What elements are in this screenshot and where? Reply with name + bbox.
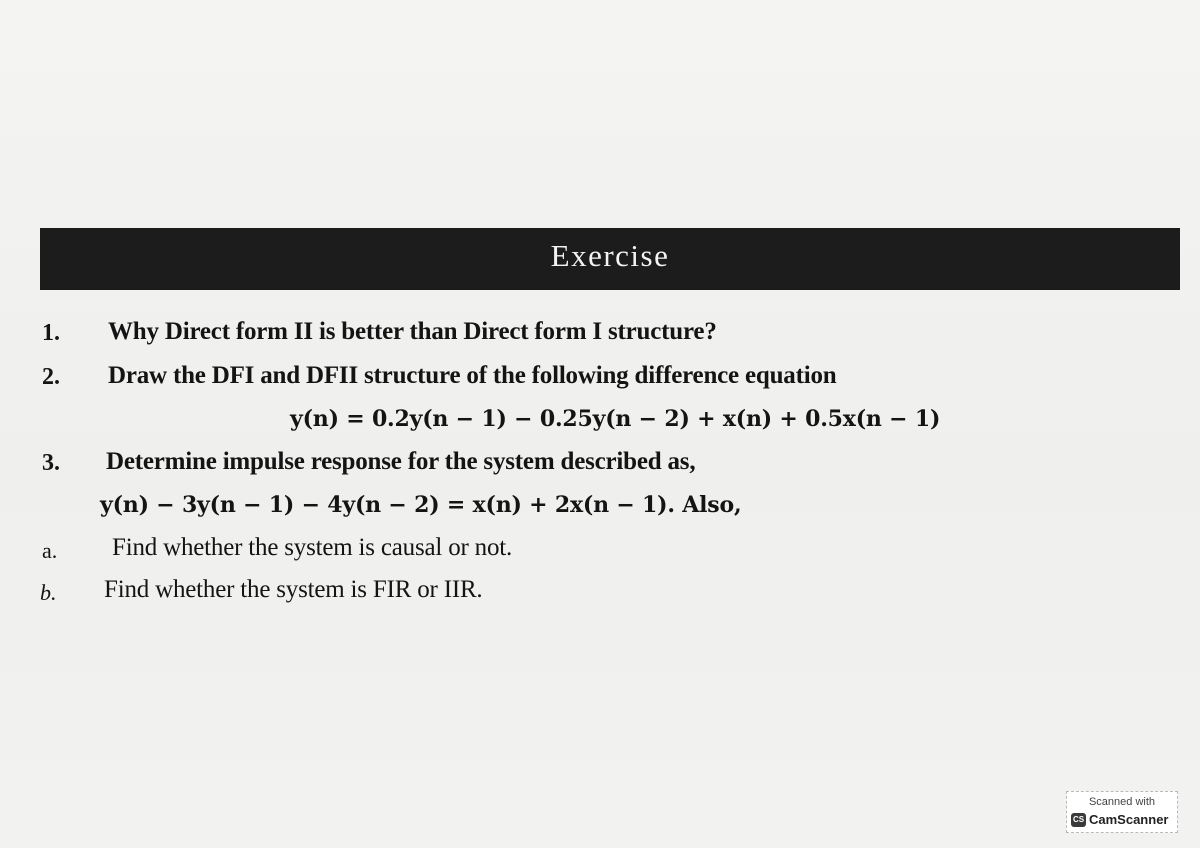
question-2-text: Draw the DFI and DFII structure of the following difference equation (108, 362, 837, 389)
part-b-text: Find whether the system is FIR or IIR. (104, 576, 483, 603)
question-3-number: 3. (42, 450, 60, 476)
question-2-equation: y(n) = 0.2y(n − 1) − 0.25y(n − 2) + x(n) + 0.5x(n − 1) (290, 406, 941, 432)
watermark-brand: CamScanner (1089, 812, 1169, 827)
part-a-label: a. (42, 538, 58, 563)
camscanner-logo-icon: CS (1071, 813, 1086, 827)
question-1-text: Why Direct form II is better than Direct form I structure? (108, 318, 717, 345)
camscanner-watermark (1066, 791, 1178, 833)
watermark-caption: Scanned with (1088, 796, 1156, 808)
part-b-label: b. (40, 580, 57, 605)
question-2-number: 2. (42, 364, 60, 390)
part-a-text: Find whether the system is causal or not. (112, 534, 513, 561)
question-3-equation: y(n) − 3y(n − 1) − 4y(n − 2) = x(n) + 2x(n − 1). Also, (100, 492, 742, 518)
question-1-number: 1. (42, 320, 60, 346)
question-3-text: Determine impulse response for the system described as, (106, 448, 696, 475)
exercise-banner (40, 228, 1180, 290)
page-title: Exercise (550, 238, 670, 273)
